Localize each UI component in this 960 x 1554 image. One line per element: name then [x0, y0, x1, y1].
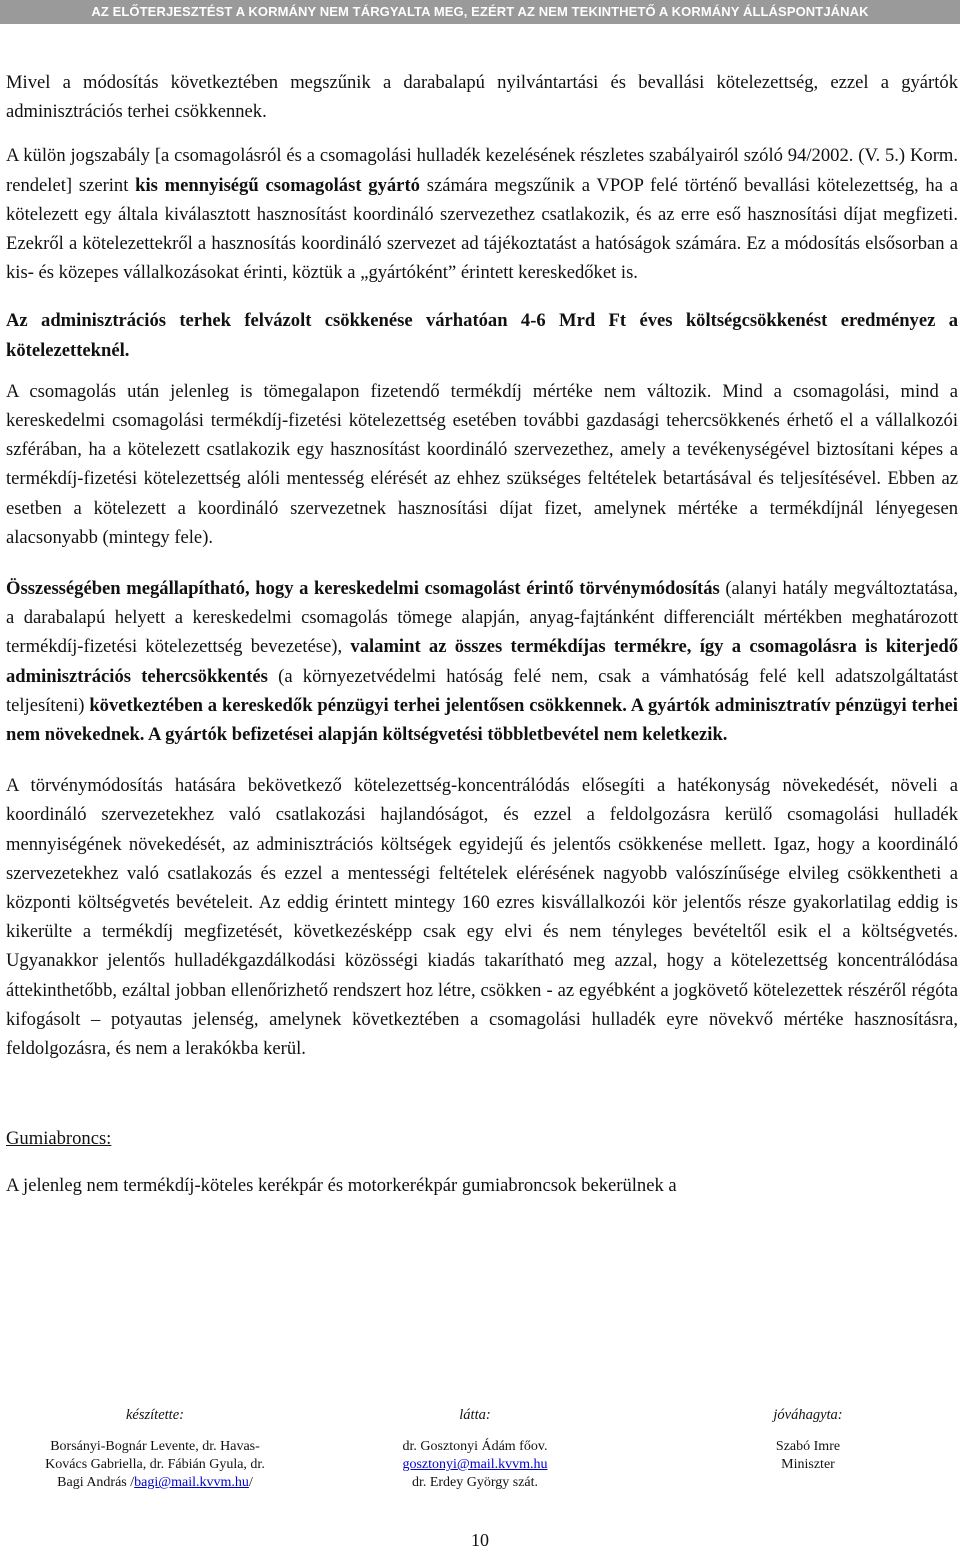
prepared-by-slash: /	[248, 1475, 253, 1490]
seen-by-column	[345, 1406, 605, 1492]
seen-by-line-1: dr. Gosztonyi Ádám főov.	[402, 1439, 548, 1454]
prepared-by-label: készítette:	[126, 1407, 184, 1423]
paragraph-2	[6, 141, 958, 287]
paragraph-5	[6, 574, 958, 749]
paragraph-2-bold: kis mennyiségű csomagolást gyártó	[135, 174, 420, 196]
paragraph-5-bold-c: valamint az összes termékdíjas termékre, így a csomagolásra is kiterjedő adminisztrációs tehercsökkentés	[6, 636, 958, 687]
approved-by-label: jóváhagyta:	[773, 1407, 843, 1423]
paragraph-5-text-b: (alanyi hatály megváltoztatása, a darabalapú helyett a kereskedelmi csomagolás tömege alapján, anyag-fajtánként differenciált mértékben meghatározott termékdíj-fizetési kötelezettség bevezetése),	[6, 578, 958, 658]
draft-disclaimer-banner: AZ ELŐTERJESZTÉST A KORMÁNY NEM TÁRGYALTA MEG, EZÉRT AZ NEM TEKINTHETŐ A KORMÁNY ÁLLÁSPONTJÁNAK	[0, 0, 960, 24]
prepared-by-column	[10, 1406, 300, 1492]
paragraph-5-text-d: (a környezetvédelmi hatóság felé nem, csak a vámhatóság felé kell adatszolgáltatást teljesíteni)	[6, 665, 958, 716]
paragraph-6: A törvénymódosítás hatására bekövetkező kötelezettség-koncentrálódás elősegíti a hatékonyság növekedését, növeli a koordináló szervezetekhez való csatlakozási hajlandóságot, és ezzel a feldolgozásra kerülő csomagolási hulladék mennyiségének növekedését, az adminisztrációs költségek egyidejű és jelentős csökkenése mellett. Igaz, hogy a koordináló szervezetekhez való csatlakozás és ezzel a mentességi feltételek elérésének nagyobb valószínűsége elvileg csökkentheti a központi költségvetés bevételeit. Az eddig érintett mintegy 160 ezres kisvállalkozói kör jelentős része gyakorlatilag eddig is kikerülte a termékdíj megfizetését, következésképp csak egy elvi és nem tényleges bevételtől esik el a költségvetés. Ugyanakkor jelentős hulladékgazdálkodási közösségi kiadás takarítható meg azzal, hogy a kötelezettség koncentrálódása áttekinthetőbb, ezáltal jobban ellenőrizhető rendszert hoz létre, csökken - az egyébként a jogkövető kötelezettek részéről régóta kifogásolt – potyautas jelenség, amelynek következtében a csomagolási hulladék eyre növekvő mértéke hasznosításra, feldolgozásra, és nem a lerakókba kerül.	[6, 775, 958, 1060]
paragraph-2-text-c: számára megszűnik a VPOP felé történő bevallási kötelezettség, ha a kötelezett egy általa kiválasztott hasznosítást koordináló szervezethez csatlakozik, és az erre eső hasznosítási díjat megfizeti. Ezekről a kötelezettekről a hasznosítás koordináló szervezet ad tájékoztatást a hatóságok számára. Ez a módosítás elsősorban a kis- és közepes vállalkozásokat érinti, köztük a „gyártóként” érintett kereskedőket is.	[6, 174, 958, 284]
paragraph-4: A csomagolás után jelenleg is tömegalapon fizetendő termékdíj mértéke nem változik. Mind a csomagolási, mind a kereskedelmi csomagolási termékdíj-fizetési kötelezettség esetében további gazdasági tehercsökkenés érhető el a vállalkozói szférában, ha a kötelezett csatlakozik egy hasznosítást koordináló szervezethez, amely a tevékenységével biztosítani képes a termékdíj-fizetési kötelezettség alóli mentesség elérését az ehhez szükséges feltételek betartásával és teljesítésével. Ebben az esetben a kötelezett a koordináló szervezetnek hasznosítási díjat fizet, amelynek mértéke a termékdíjnál lényegesen alacsonyabb (mintegy fele).	[6, 380, 958, 548]
approved-by-line-2: Miniszter	[781, 1457, 835, 1472]
paragraph-5-bold-a: Összességében megállapítható, hogy a kereskedelmi csomagolást érintő törvénymódosítás	[6, 578, 720, 600]
prepared-by-email-link[interactable]: bagi@mail.kvvm.hu	[134, 1475, 249, 1490]
approved-by-line-1: Szabó Imre	[775, 1439, 841, 1454]
paragraph-5-bold-e: következtében a kereskedők pénzügyi terhei jelentősen csökkennek. A gyártók adminisztratív pénzügyi terhei nem növekednek. A gyártók befizetései alapján költségvetési többletbevétel nem keletkezik.	[6, 694, 958, 746]
seen-by-line-3: dr. Erdey György szát.	[411, 1475, 539, 1490]
prepared-by-line-1: Borsányi-Bognár Levente, dr. Havas-	[50, 1439, 260, 1454]
prepared-by-line-3	[10, 1474, 300, 1492]
seen-by-label: látta:	[459, 1407, 491, 1423]
document-body	[6, 68, 958, 1201]
prepared-by-name: Bagi András /	[57, 1475, 135, 1490]
paragraph-2-text-a: A külön jogszabály [a csomagolásról és a csomagolási hulladék kezelésének részletes szabályairól szóló 94/2002. (V. 5.) Korm. rendelet] szerint	[6, 145, 958, 196]
seen-by-email-link[interactable]: gosztonyi@mail.kvvm.hu	[402, 1457, 548, 1472]
paragraph-3-summary	[6, 306, 958, 364]
paragraph-7: A jelenleg nem termékdíj-köteles kerékpár és motorkerékpár gumiabroncsok bekerülnek a	[6, 1175, 677, 1197]
section-heading-tyres: Gumiabroncs:	[6, 1128, 112, 1150]
paragraph-1: Mivel a módosítás következtében megszűnik a darabalapú nyilvántartási és bevallási kötelezettség, ezzel a gyártók adminisztrációs terhei csökkennek.	[6, 72, 958, 123]
prepared-by-line-2: Kovács Gabriella, dr. Fábián Gyula, dr.	[45, 1457, 265, 1472]
paragraph-3-bold: Az adminisztrációs terhek felvázolt csökkenése várhatóan 4-6 Mrd Ft éves költségcsökkenést eredményez a kötelezetteknél.	[6, 310, 958, 361]
approved-by-column	[688, 1406, 928, 1474]
page-number: 10	[471, 1530, 489, 1550]
